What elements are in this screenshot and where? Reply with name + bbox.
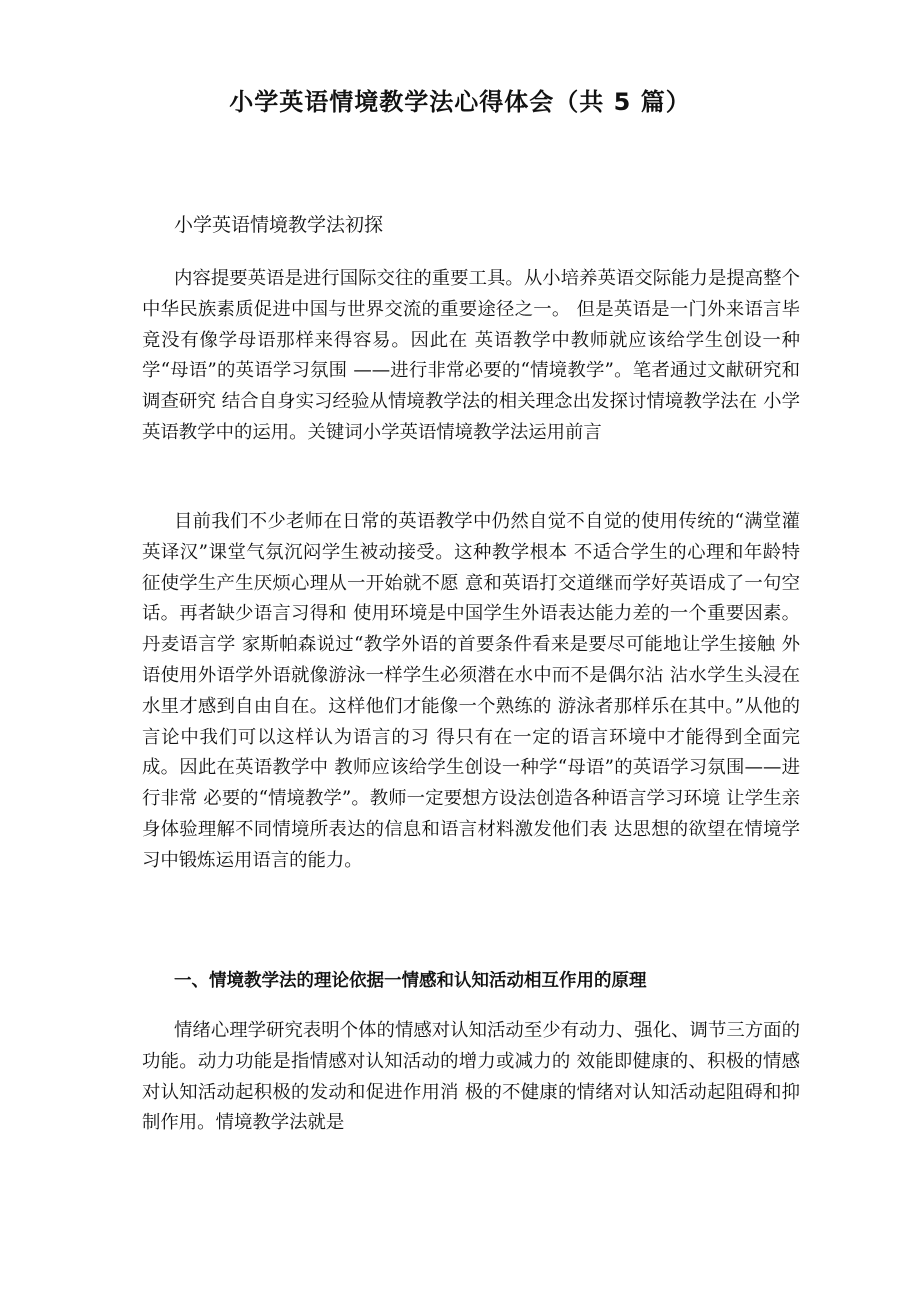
document-title: 小学英语情境教学法心得体会（共 5 篇）: [229, 88, 691, 116]
paragraph-section-body: 情绪心理学研究表明个体的情感对认知活动至少有动力、强化、调节三方面的功能。动力功能是指情感对认知活动的增力或减力的 效能即健康的、积极的情感对认知活动起积极的发动和促进作用消 极的不健康的情绪对认知活动起阻碍和抑制作用。情境教学法就是: [142, 1020, 800, 1134]
paragraph-abstract: 内容提要英语是进行国际交往的重要工具。从小培养英语交际能力是提高整个中华民族素质促进中国与世界交流的重要途径之一。 但是英语是一门外来语言毕竟没有像学母语那样来得容易。因此在 英语教学中教师就应该给学生创设一种学“母语”的英语学习氛围 ——进行非常必要的“情境教学”。笔者通过文献研究和调查研究 结合自身实习经验从情境教学法的相关理念出发探讨情境教学法在 小学英语教学中的运用。关键词小学英语情境教学法运用前言: [142, 268, 800, 443]
paragraph-introduction: 目前我们不少老师在日常的英语教学中仍然自觉不自觉的使用传统的“满堂灌英译汉”课堂气氛沉闷学生被动接受。这种教学根本 不适合学生的心理和年龄特征使学生产生厌烦心理从一开始就不愿 意和英语打交道继而学好英语成了一句空话。再者缺少语言习得和 使用环境是中国学生外语表达能力差的一个重要因素。丹麦语言学 家斯帕森说过“教学外语的首要条件看来是要尽可能地让学生接触 外语使用外语学外语就像游泳一样学生必须潜在水中而不是偶尔沾 沾水学生头浸在水里才感到自由自在。这样他们才能像一个熟练的 游泳者那样乐在其中。”从他的言论中我们可以这样认为语言的习 得只有在一定的语言环境中才能得到全面完成。因此在英语教学中 教师应该给学生创设一种学“母语”的英语学习氛围——进行非常 必要的“情境教学”。教师一定要想方设法创造各种语言学习环境 让学生亲身体验理解不同情境所表达的信息和语言材料激发他们表 达思想的欲望在情境学习中锻炼运用语言的能力。: [142, 511, 800, 871]
section-heading: 一、情境教学法的理论依据一情感和认知活动相互作用的原理: [174, 971, 647, 991]
article-subtitle: 小学英语情境教学法初探: [174, 214, 384, 236]
